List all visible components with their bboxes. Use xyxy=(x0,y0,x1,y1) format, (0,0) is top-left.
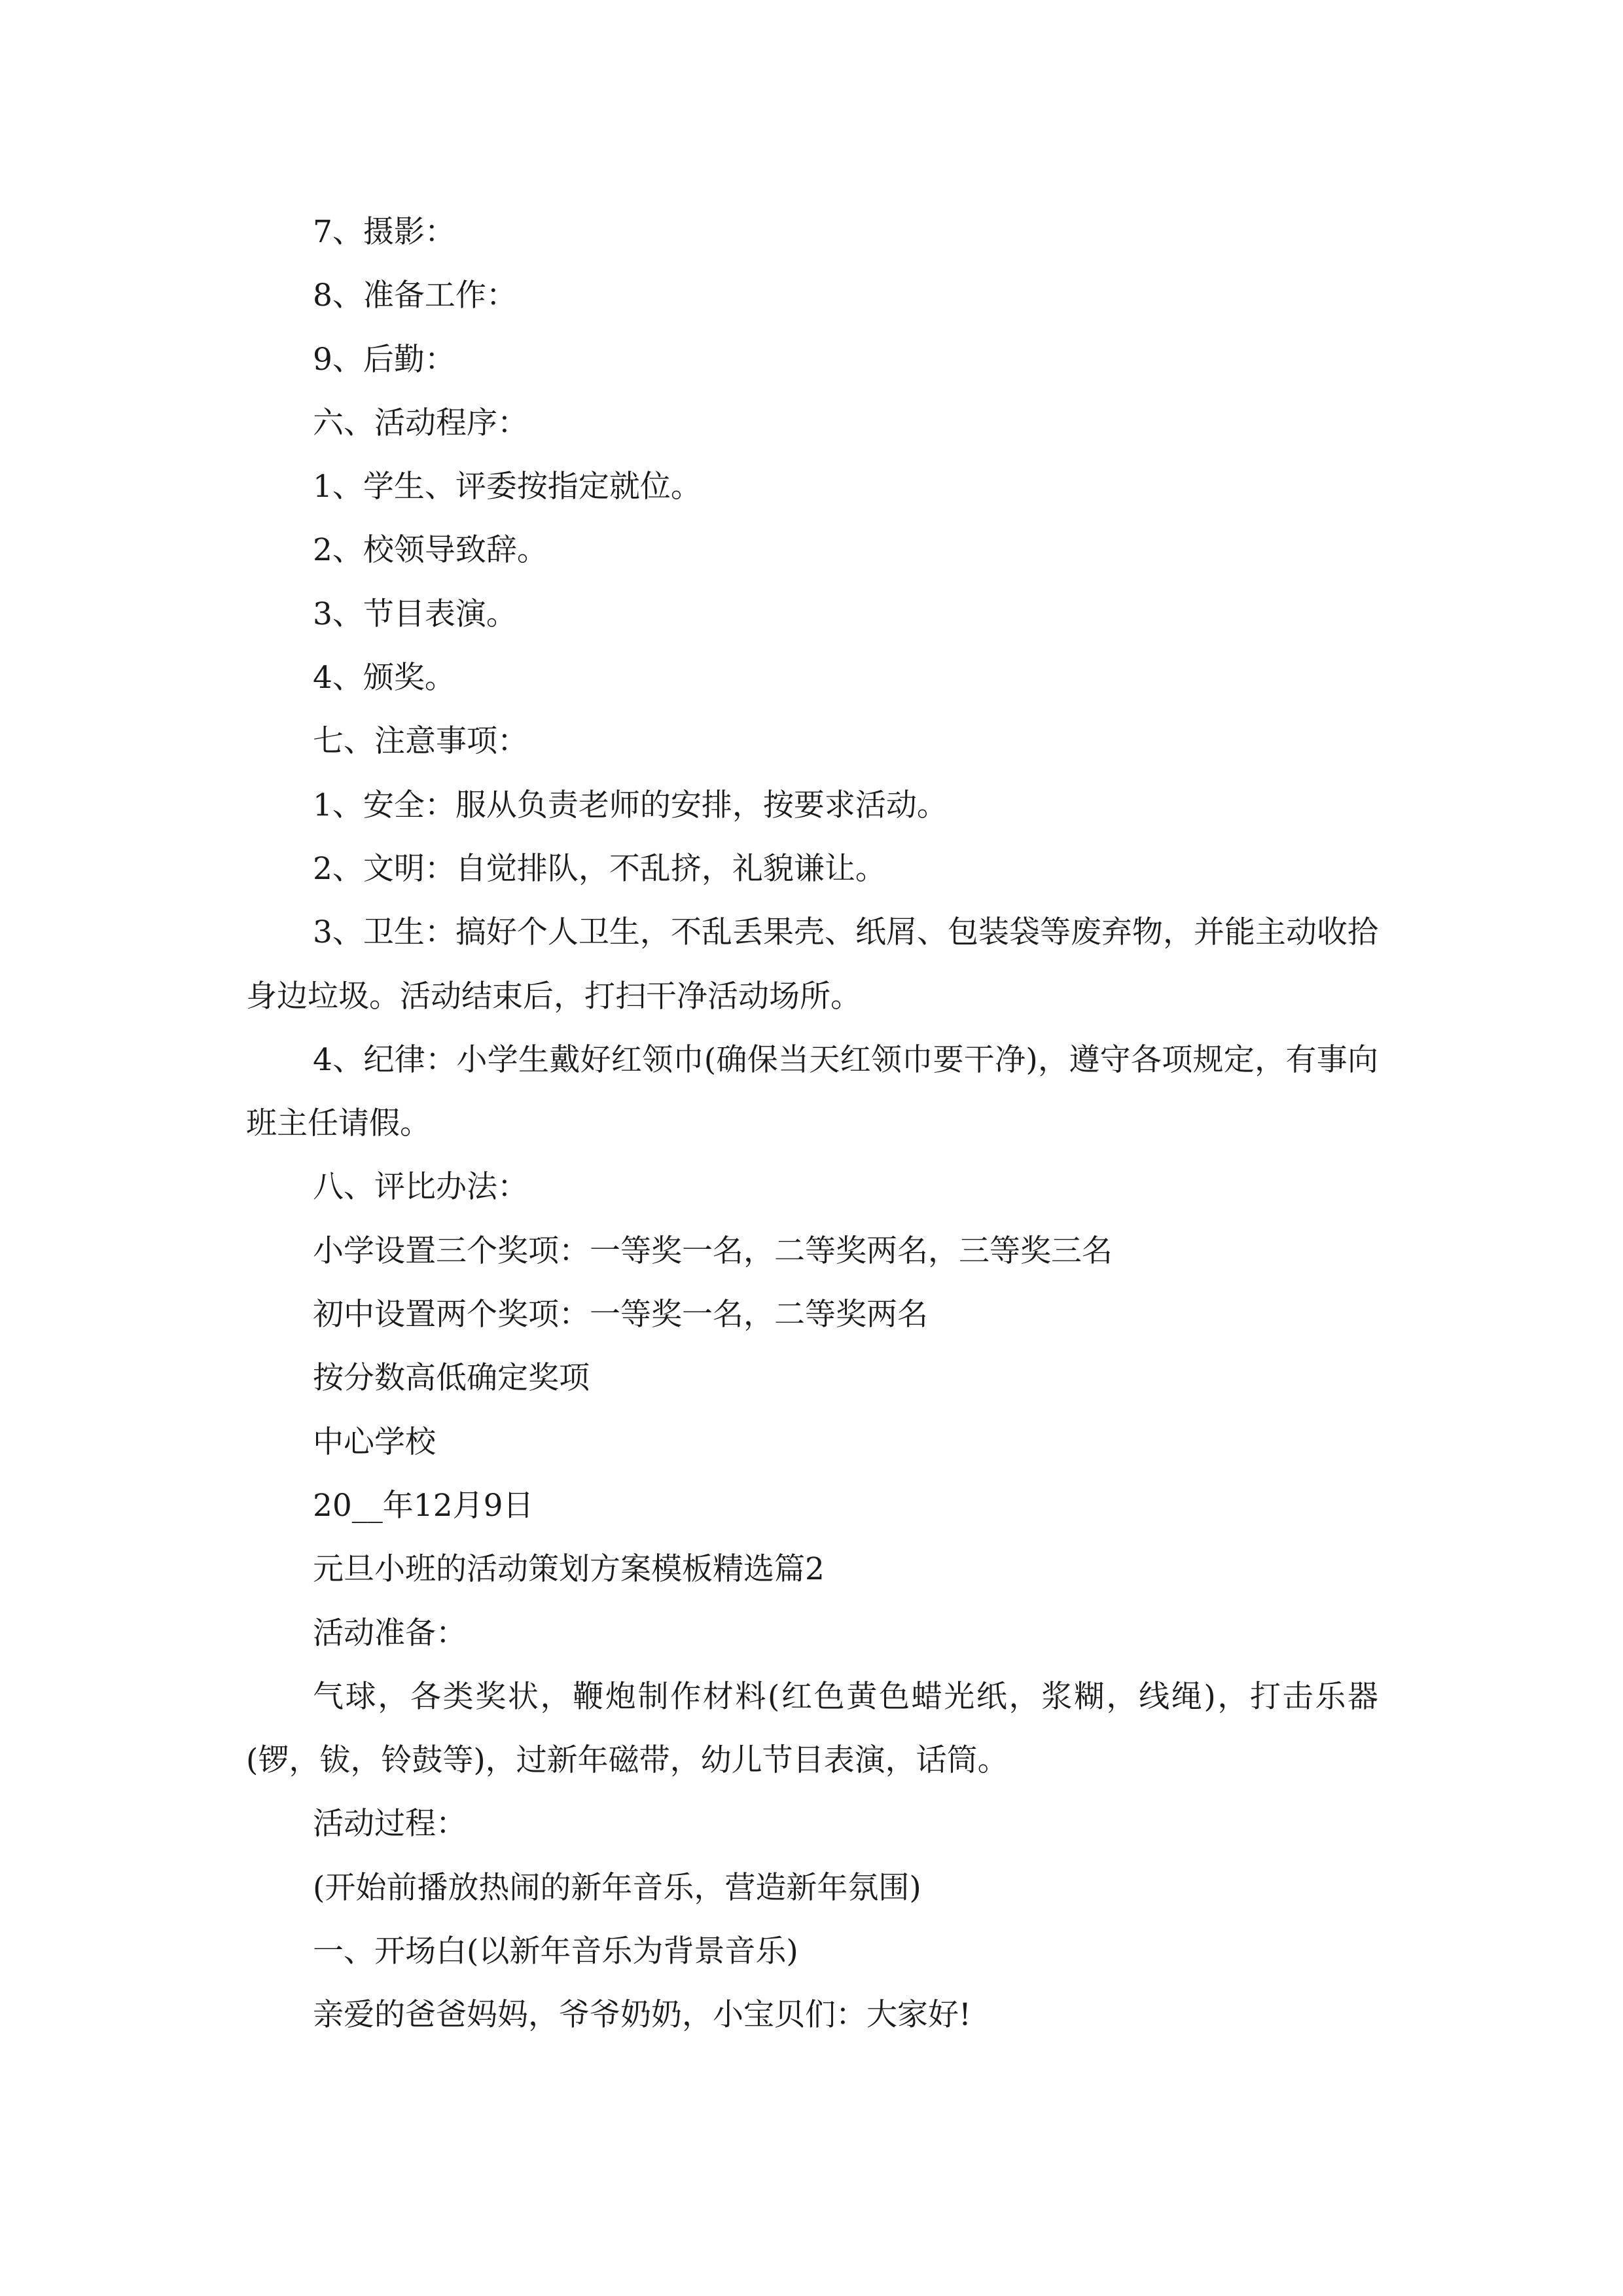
note-civility: 2、文明：自觉排队，不乱挤，礼貌谦让。 xyxy=(313,850,886,887)
heading-opening-remarks: 一、开场白(以新年音乐为背景音乐) xyxy=(313,1933,798,1970)
heading-evaluation: 八、评比办法： xyxy=(313,1169,528,1206)
item-logistics: 9、后勤： xyxy=(313,341,455,378)
evaluation-junior: 初中设置两个奖项：一等奖一名，二等奖两名 xyxy=(313,1297,928,1333)
section-title: 元旦小班的活动策划方案模板精选篇2 xyxy=(313,1551,825,1588)
item-preparation: 8、准备工作： xyxy=(313,278,517,314)
procedure-step-3: 3、节目表演。 xyxy=(313,596,517,632)
note-safety: 1、安全：服从负责老师的安排，按要求活动。 xyxy=(313,787,948,823)
heading-activity-procedure: 六、活动程序： xyxy=(313,404,528,441)
item-photography: 7、摄影： xyxy=(313,214,455,250)
procedure-step-2: 2、校领导致辞。 xyxy=(313,532,548,569)
evaluation-primary: 小学设置三个奖项：一等奖一名，二等奖两名，三等奖三名 xyxy=(313,1232,1113,1269)
heading-notes: 七、注意事项： xyxy=(313,723,528,760)
procedure-step-4: 4、颁奖。 xyxy=(313,660,455,696)
note-hygiene: 3、卫生：搞好个人卫生，不乱丢果壳、纸屑、包装袋等废弃物，并能主动收拾身边垃圾。活动结束后，打扫干净活动场所。 xyxy=(246,914,1378,1014)
document-body xyxy=(246,200,1378,2047)
preparation-materials: 气球，各类奖状，鞭炮制作材料(红色黄色蜡光纸，浆糊，线绳)，打击乐器(锣，钹，铃鼓等)，过新年磁带，幼儿节目表演，话筒。 xyxy=(246,1678,1378,1779)
signature-school: 中心学校 xyxy=(313,1424,436,1460)
process-opening-music: (开始前播放热闹的新年音乐，营造新年氛围) xyxy=(313,1869,921,1906)
evaluation-by-score: 按分数高低确定奖项 xyxy=(313,1360,590,1397)
signature-date: 20__年12月9日 xyxy=(313,1487,534,1524)
procedure-step-1: 1、学生、评委按指定就位。 xyxy=(313,469,702,505)
opening-greeting: 亲爱的爸爸妈妈，爷爷奶奶，小宝贝们：大家好! xyxy=(313,1997,971,2034)
heading-activity-process: 活动过程： xyxy=(313,1806,467,1842)
heading-activity-preparation: 活动准备： xyxy=(313,1615,467,1651)
note-discipline: 4、纪律：小学生戴好红领巾(确保当天红领巾要干净)，遵守各项规定，有事向班主任请假。 xyxy=(246,1041,1378,1142)
